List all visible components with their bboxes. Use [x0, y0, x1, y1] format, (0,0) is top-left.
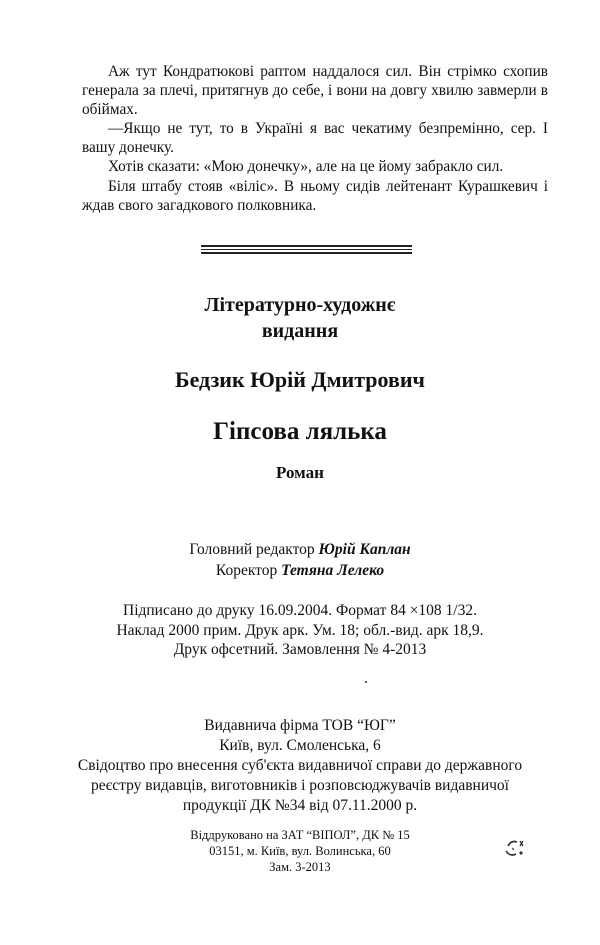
- prose-paragraph-4: Біля штабу стояв «віліс». В ньому сидів лейтенант Курашкевич і ждав свого загадкового полковника.: [82, 177, 548, 214]
- genre-line-1: Літературно-художнє: [204, 294, 396, 316]
- chief-editor-line: [60, 539, 540, 560]
- chief-editor-label: Головний редактор: [189, 541, 315, 558]
- prose-paragraph-1: Аж тут Кондратюкові раптом наддалося сил. Він стрімко схопив генерала за плечі, притягнув до себе, і вони на довгу хвилю завмерли в обіймах.: [82, 63, 548, 119]
- closing-prose: [82, 62, 548, 215]
- book-title: Гіпсова лялька: [213, 418, 387, 445]
- printer-order: Зам. 3-2013: [269, 860, 331, 874]
- editorial-staff: [60, 539, 540, 581]
- publisher-name: Видавнича фірма ТОВ “ЮГ”: [204, 717, 396, 734]
- spec-line-1: Підписано до друку 16.09.2004. Формат 84 ×108 1/32.: [123, 602, 477, 619]
- divider-line-3: [201, 252, 412, 254]
- chief-editor-name: Юрій Каплан: [318, 541, 411, 558]
- publisher-certificate-line-1: Свідоцтво про внесення суб'єкта видавничої справи до державного: [77, 757, 523, 774]
- divider-line-2: [201, 249, 412, 250]
- spec-line-2: Наклад 2000 прим. Друк арк. Ум. 18; обл.-вид. арк 18,9.: [116, 621, 484, 639]
- genre-line-2: видання: [261, 320, 339, 342]
- book-genre-novel: Роман: [276, 463, 324, 482]
- corrector-line: [60, 560, 540, 581]
- divider-line-1: [201, 245, 412, 247]
- printer-name: Віддруковано на ЗАТ “ВІПОЛ”, ДК № 15: [190, 828, 410, 842]
- section-divider: [201, 245, 412, 256]
- printer-address: 03151, м. Київ, вул. Волинська, 60: [209, 844, 391, 858]
- publisher-certificate-line-2: реєстру видавців, виготовників і розповсюджувачів видавничої: [91, 777, 509, 794]
- publisher-info: [60, 716, 540, 816]
- spec-line-3: Друк офсетний. Замовлення № 4-2013: [173, 641, 427, 658]
- print-speck: [365, 681, 367, 683]
- author-name: Бедзик Юрій Дмитрович: [175, 367, 425, 392]
- print-specifications: [60, 601, 540, 660]
- prose-paragraph-3: Хотів сказати: «Мою донечку», але на це йому забракло сил.: [108, 158, 504, 176]
- corrector-label: Коректор: [215, 562, 278, 579]
- corrector-name: Тетяна Лелеко: [281, 562, 385, 579]
- printer-info: [60, 827, 540, 875]
- prose-paragraph-2: —Якщо не тут, то в Україні я вас чекатиму безпремінно, сер. І вашу донечку.: [82, 120, 548, 157]
- publisher-certificate-line-3: продукції ДК №34 від 07.11.2000 р.: [182, 797, 418, 814]
- publisher-address: Київ, вул. Смоленська, 6: [219, 737, 381, 754]
- printer-mark-icon: [502, 837, 528, 861]
- genre-label: [60, 292, 540, 344]
